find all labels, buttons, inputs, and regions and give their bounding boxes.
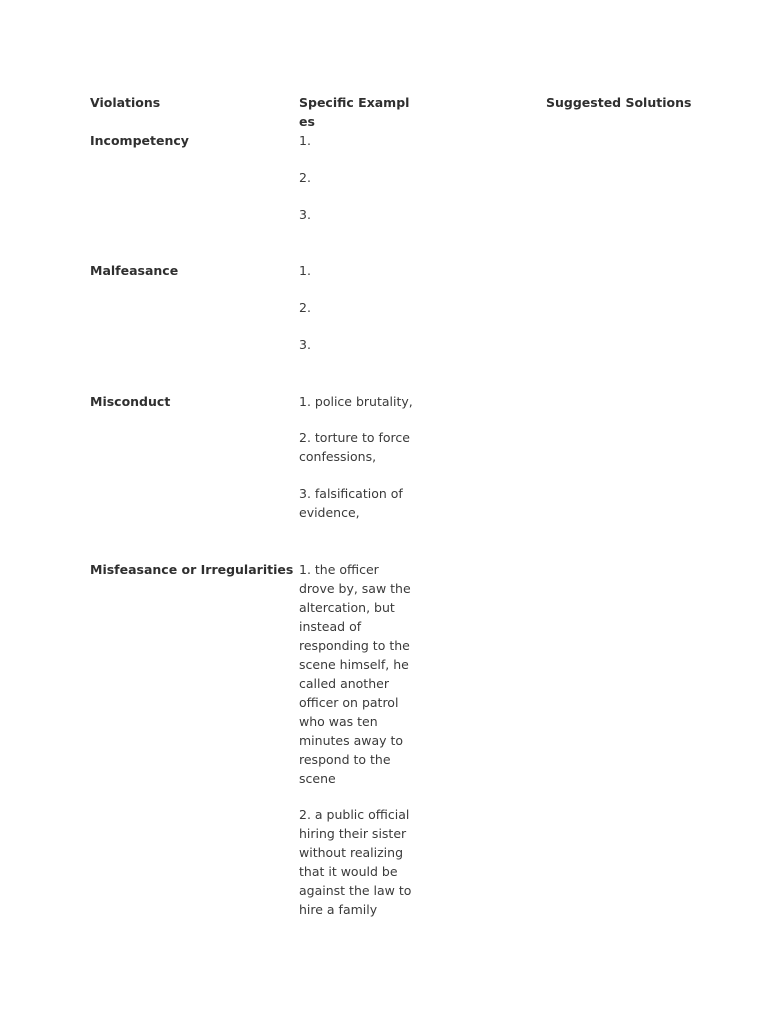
header-suggested-solutions: Suggested Solutions bbox=[546, 95, 692, 110]
violation-misconduct: Misconduct bbox=[90, 394, 171, 409]
example-item: 2. torture to force confessions, bbox=[299, 430, 410, 464]
example-item: 3. bbox=[299, 207, 311, 222]
example-item: 1. bbox=[299, 133, 311, 148]
violation-incompetency: Incompetency bbox=[90, 133, 189, 148]
example-item: 1. bbox=[299, 263, 311, 278]
example-item: 2. bbox=[299, 170, 311, 185]
example-item: 3. bbox=[299, 337, 311, 352]
example-item: 3. falsification of evidence, bbox=[299, 486, 403, 520]
example-item: 1. the officer drove by, saw the altercation, but instead of responding to the scene himself, he called another officer on patrol who was ten minutes away to respond to the scene bbox=[299, 562, 411, 786]
example-item: 1. police brutality, bbox=[299, 394, 413, 409]
violation-malfeasance: Malfeasance bbox=[90, 263, 179, 278]
example-item: 2. bbox=[299, 300, 311, 315]
violation-misfeasance: Misfeasance or Irregularities bbox=[90, 562, 294, 577]
example-item: 2. a public official hiring their sister without realizing that it would be against the law to hire a family bbox=[299, 807, 412, 917]
header-violations: Violations bbox=[90, 95, 161, 110]
header-specific-examples: Specific Examples bbox=[299, 95, 410, 129]
